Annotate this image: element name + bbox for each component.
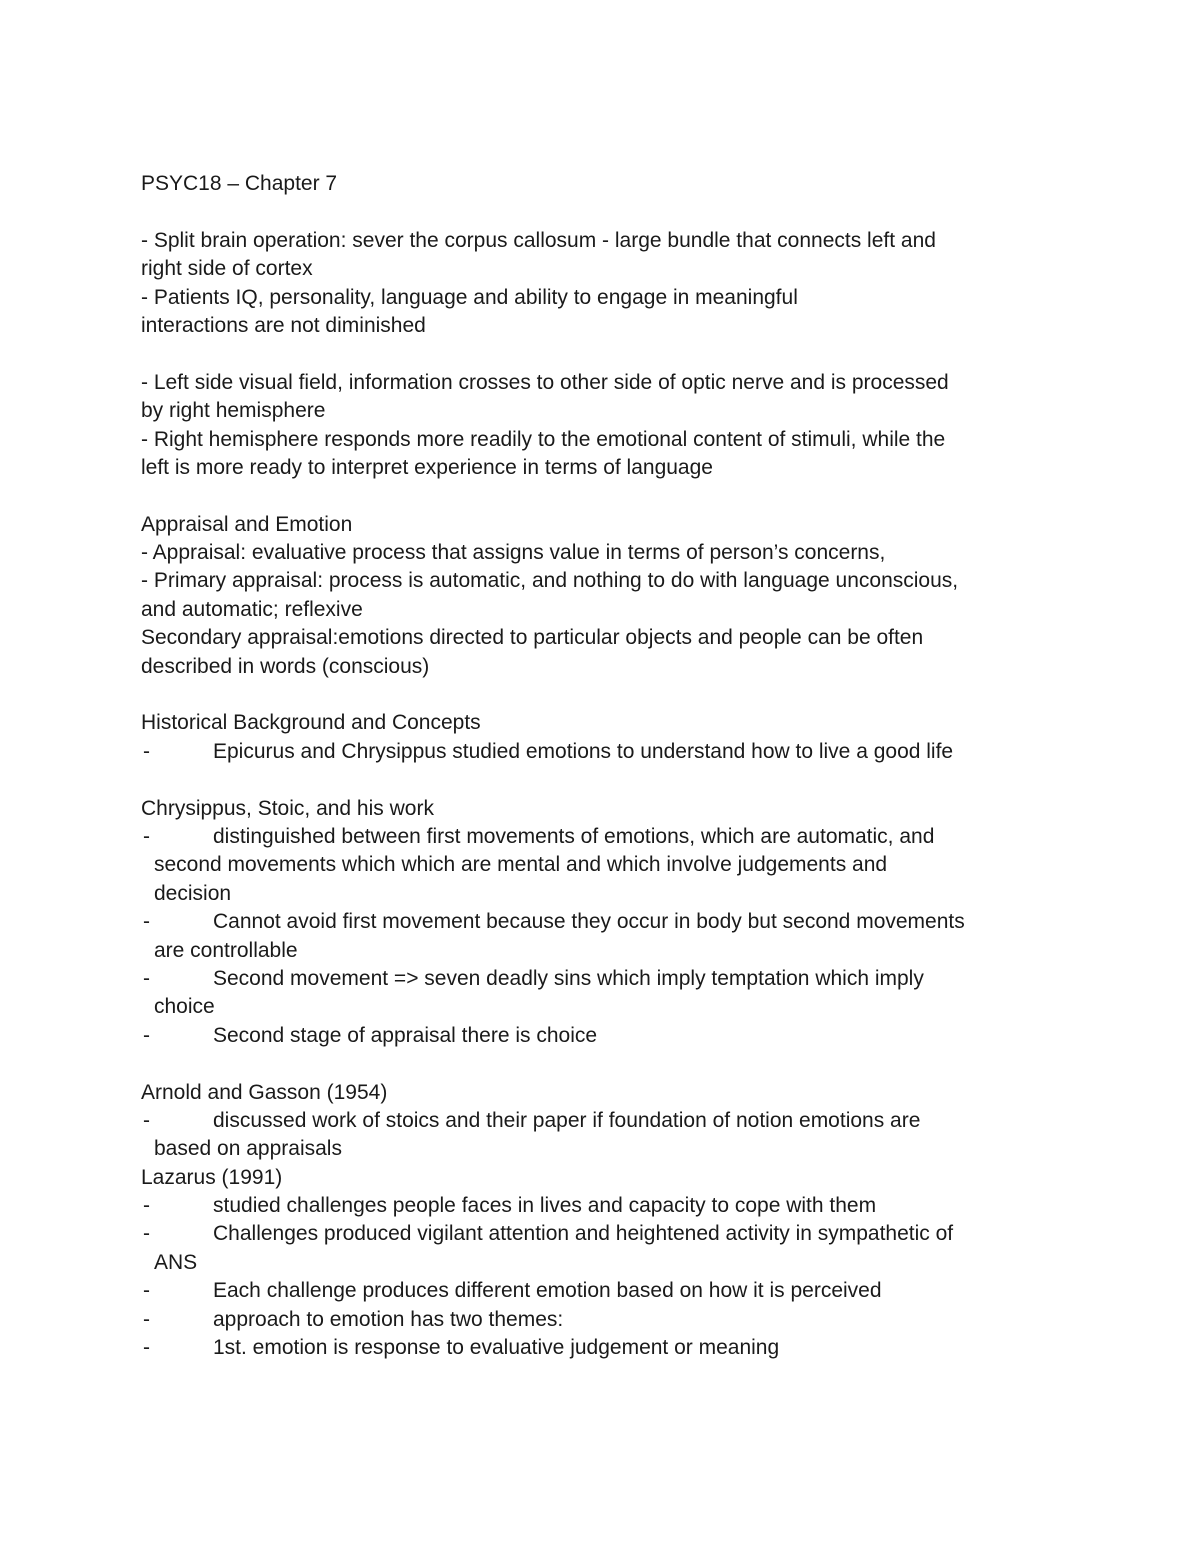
- bullet-dash: -: [143, 1279, 150, 1303]
- list-item-continuation: decision: [154, 881, 232, 905]
- list-item-text: Second stage of appraisal there is choice: [213, 1023, 598, 1047]
- text-line: described in words (conscious): [141, 654, 430, 678]
- list-item-continuation: second movements which which are mental and which involve judgements and: [154, 853, 888, 877]
- list-item-continuation: are controllable: [154, 938, 298, 962]
- text-line: - Primary appraisal: process is automatic, and nothing to do with language unconscious,: [141, 569, 959, 593]
- text-line: - Left side visual field, information crosses to other side of optic nerve and is processed: [141, 370, 949, 394]
- bullet-dash: -: [143, 1307, 150, 1331]
- document-title: PSYC18 – Chapter 7: [141, 172, 338, 195]
- list-item-text: studied challenges people faces in lives and capacity to cope with them: [213, 1194, 877, 1218]
- list-item: [141, 823, 1071, 908]
- arnold-section: [141, 1079, 1071, 1164]
- document-content: [141, 170, 1071, 1362]
- text-line: and automatic; reflexive: [141, 597, 363, 621]
- bullet-dash: -: [143, 1023, 150, 1047]
- section-heading: Historical Background and Concepts: [141, 711, 481, 735]
- text-line: by right hemisphere: [141, 399, 326, 423]
- list-item-text: Challenges produced vigilant attention and heightened activity in sympathetic of: [213, 1222, 954, 1246]
- text-line: - Patients IQ, personality, language and ability to engage in meaningful: [141, 285, 798, 309]
- list-item-text: Second movement => seven deadly sins which imply temptation which imply: [213, 966, 924, 990]
- list-item-text: distinguished between first movements of emotions, which are automatic, and: [213, 824, 935, 848]
- list-item-text: 1st. emotion is response to evaluative judgement or meaning: [213, 1336, 780, 1360]
- section-heading: Arnold and Gasson (1954): [141, 1080, 388, 1104]
- text-line: - Split brain operation: sever the corpus callosum - large bundle that connects left and: [141, 228, 936, 252]
- list-item: [141, 738, 1071, 766]
- lazarus-section: [141, 1164, 1071, 1363]
- historical-section: [141, 709, 1071, 766]
- list-item: [141, 908, 1071, 965]
- list-item: [141, 1277, 1071, 1305]
- bullet-dash: -: [143, 739, 150, 763]
- chrysippus-section: [141, 795, 1071, 1051]
- text-line: right side of cortex: [141, 257, 313, 281]
- list-item: [141, 1022, 1071, 1050]
- text-line: interactions are not diminished: [141, 313, 426, 337]
- list-item: [141, 1192, 1071, 1220]
- bullet-dash: -: [143, 910, 150, 934]
- text-line: - Appraisal: evaluative process that assigns value in terms of person’s concerns,: [141, 541, 886, 565]
- section-heading: Appraisal and Emotion: [141, 512, 353, 536]
- text-line: - Right hemisphere responds more readily to the emotional content of stimuli, while the: [141, 427, 946, 451]
- list-item-text: Cannot avoid first movement because they occur in body but second movements: [213, 910, 965, 934]
- list-item-text: discussed work of stoics and their paper if foundation of notion emotions are: [213, 1108, 921, 1132]
- list-item: [141, 965, 1071, 1022]
- list-item: [141, 1107, 1071, 1164]
- list-item: [141, 1220, 1071, 1277]
- text-line: Secondary appraisal:emotions directed to particular objects and people can be often: [141, 626, 924, 650]
- list-item-text: approach to emotion has two themes:: [213, 1307, 564, 1331]
- list-item-text: Epicurus and Chrysippus studied emotions to understand how to live a good life: [213, 739, 954, 763]
- bullet-dash: -: [143, 824, 150, 848]
- split-brain-section: [141, 227, 1071, 341]
- list-item: [141, 1334, 1071, 1362]
- list-item-text: Each challenge produces different emotion based on how it is perceived: [213, 1279, 882, 1303]
- hemisphere-section: [141, 369, 1071, 483]
- section-heading: Lazarus (1991): [141, 1165, 283, 1189]
- bullet-dash: -: [143, 1108, 150, 1132]
- appraisal-section: [141, 511, 1071, 681]
- bullet-dash: -: [143, 1222, 150, 1246]
- list-item-continuation: ANS: [154, 1250, 198, 1274]
- list-item: [141, 1306, 1071, 1334]
- text-line: left is more ready to interpret experience in terms of language: [141, 455, 713, 479]
- bullet-dash: -: [143, 1194, 150, 1218]
- bullet-dash: -: [143, 1336, 150, 1360]
- section-heading: Chrysippus, Stoic, and his work: [141, 796, 434, 820]
- bullet-dash: -: [143, 966, 150, 990]
- list-item-continuation: choice: [154, 995, 215, 1019]
- list-item-continuation: based on appraisals: [154, 1137, 342, 1161]
